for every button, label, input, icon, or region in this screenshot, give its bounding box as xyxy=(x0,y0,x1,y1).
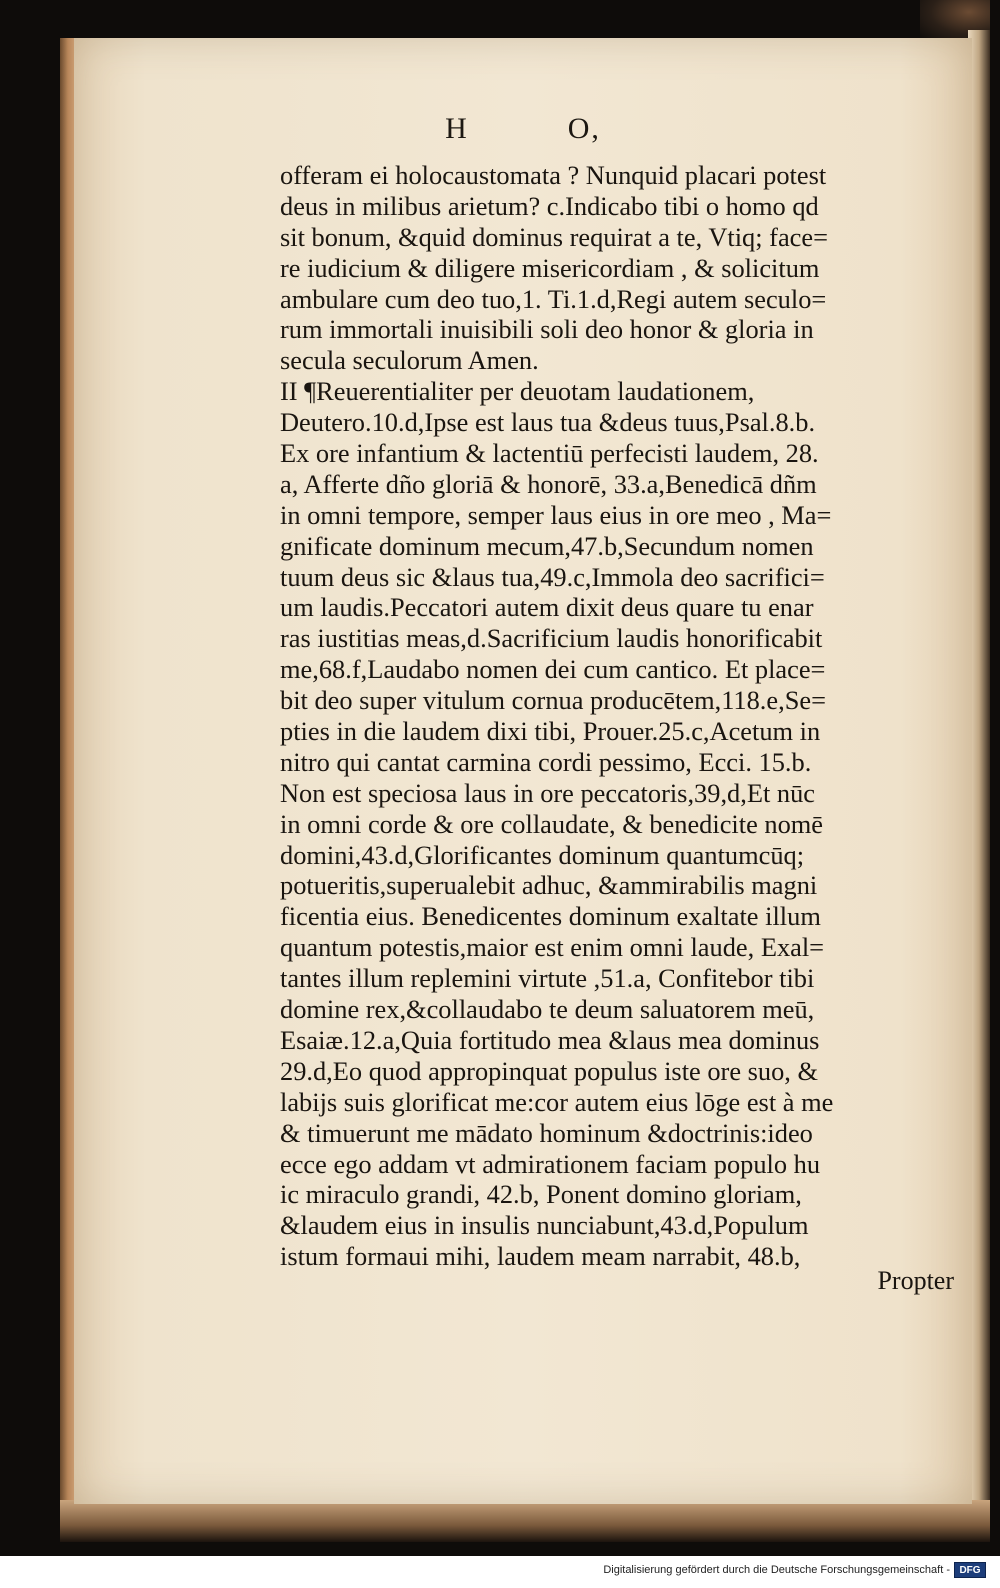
text-line: Deutero.10.d,Ipse est laus tua &deus tuus,Psal.8.b. xyxy=(280,407,816,438)
text-line: II ¶Reuerentialiter per deuotam laudationem, xyxy=(280,376,755,407)
text-line: a, Afferte dño gloriā & honorē, 33.a,Benedicā dñm xyxy=(280,468,817,499)
text-line: tantes illum replemini virtute ,51.a, Confitebor tibi xyxy=(280,963,815,994)
text-line: labijs suis glorificat me:cor autem eius lōge est à me xyxy=(280,1086,834,1117)
text-line: ambulare cum deo tuo,1. Ti.1.d,Regi autem seculo= xyxy=(280,283,827,314)
text-line: bit deo super vitulum cornua producētem,118.e,Se= xyxy=(280,685,826,716)
text-line: um laudis.Peccatori autem dixit deus quare tu enar xyxy=(280,592,814,623)
text-line: me,68.f,Laudabo nomen dei cum cantico. Et place= xyxy=(280,654,826,685)
text-line: ficentia eius. Benedicentes dominum exaltate illum xyxy=(280,901,821,932)
text-line: rum immortali inuisibili soli deo honor & gloria in xyxy=(280,314,814,345)
text-line: quantum potestis,maior est enim omni laude, Exal= xyxy=(280,932,825,963)
text-line: tuum deus sic &laus tua,49.c,Immola deo sacrifici= xyxy=(280,561,825,592)
text-line: nitro qui cantat carmina cordi pessimo, Ecci. 15.b. xyxy=(280,746,812,777)
book-page xyxy=(74,38,972,1504)
text-line: &laudem eius in insulis nunciabunt,43.d,Populum xyxy=(280,1210,809,1241)
dfg-logo: DFG xyxy=(954,1562,986,1578)
text-line: istum formaui mihi, laudem meam narrabit, 48.b, xyxy=(280,1241,801,1272)
running-head xyxy=(74,112,972,152)
text-line: pties in die laudem dixi tibi, Prouer.25.c,Acetum in xyxy=(280,716,821,747)
running-head-left: H xyxy=(445,112,469,145)
text-line: ic miraculo grandi, 42.b, Ponent domino gloriam, xyxy=(280,1179,802,1210)
text-line: re iudicium & diligere misericordiam , & solicitum xyxy=(280,252,820,283)
text-line: potueritis,superualebit adhuc, &ammirabilis magni xyxy=(280,870,818,901)
text-line: offeram ei holocaustomata ? Nunquid placari potest xyxy=(280,160,827,190)
text-line: ras iustitias meas,d.Sacrificium laudis honorificabit xyxy=(280,623,823,654)
catchword: Propter xyxy=(877,1266,954,1295)
text-line: domine rex,&collaudabo te deum saluatorem meū, xyxy=(280,994,815,1025)
text-line: Esaiæ.12.a,Quia fortitudo mea &laus mea dominus xyxy=(280,1024,820,1055)
footer-credit: Digitalisierung gefördert durch die Deutsche Forschungsgemeinschaft - xyxy=(603,1564,950,1576)
page-body-text xyxy=(280,160,950,1272)
text-line: gnificate dominum mecum,47.b,Secundum nomen xyxy=(280,530,814,561)
running-head-right: O, xyxy=(567,112,601,145)
book-edge-bottom xyxy=(60,1500,990,1542)
text-line: Ex ore infantium & lactentiū perfecisti laudem, 28. xyxy=(280,438,819,469)
text-line: Non est speciosa laus in ore peccatoris,39,d,Et nūc xyxy=(280,777,815,808)
text-line: sit bonum, &quid dominus requirat a te, Vtiq; face= xyxy=(280,221,828,252)
text-line: & timuerunt me mādato hominum &doctrinis:ideo xyxy=(280,1117,813,1148)
text-line: in omni tempore, semper laus eius in ore meo , Ma= xyxy=(280,499,832,530)
text-line: in omni corde & ore collaudate, & benedicite nomē xyxy=(280,808,824,839)
text-line: ecce ego addam vt admirationem faciam populo hu xyxy=(280,1148,821,1179)
text-line: domini,43.d,Glorificantes dominum quantumcūq; xyxy=(280,839,805,870)
text-line: deus in milibus arietum? c.Indicabo tibi o homo qd xyxy=(280,190,819,221)
text-line: secula seculorum Amen. xyxy=(280,345,539,376)
digitization-footer xyxy=(0,1556,1000,1588)
text-line: 29.d,Eo quod appropinquat populus iste ore suo, & xyxy=(280,1055,819,1086)
